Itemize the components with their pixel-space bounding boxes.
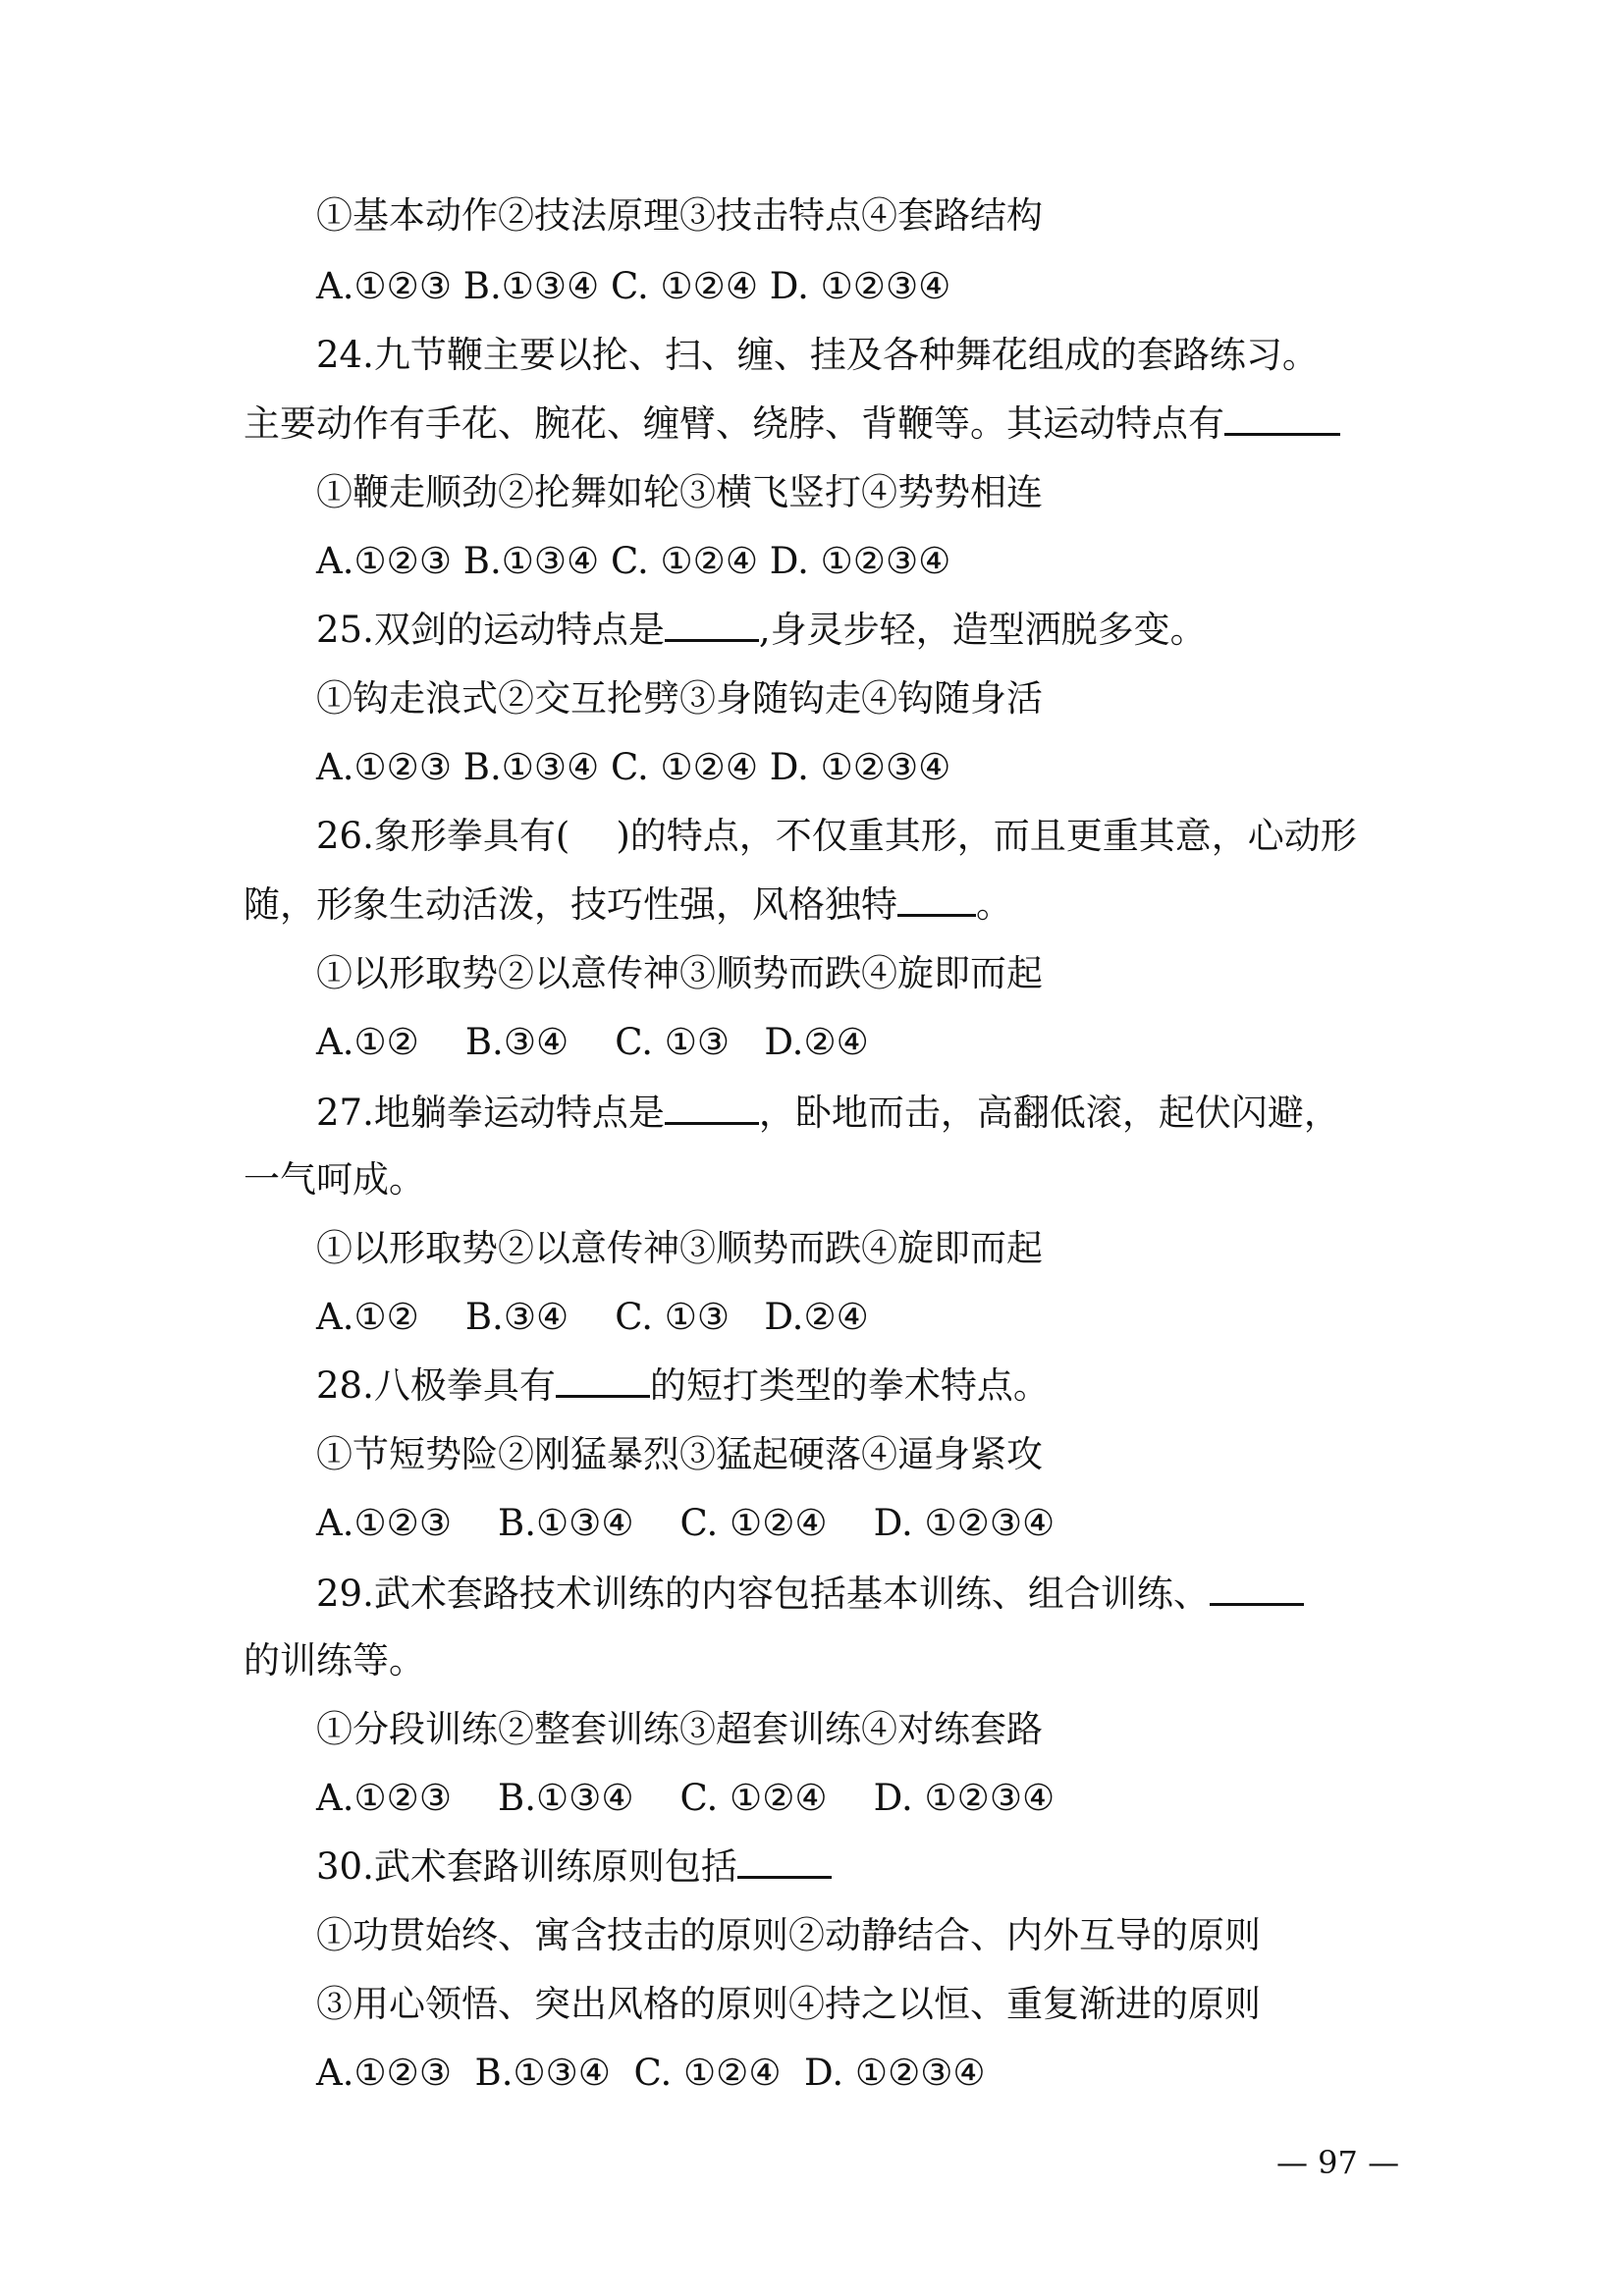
answer-blank xyxy=(1224,403,1340,436)
q27-options-text xyxy=(0,1219,1624,1278)
text-segment: 27.地躺拳运动特点是 xyxy=(316,1092,665,1134)
q24-stem-line2 xyxy=(0,395,1624,454)
text-segment: 一气呵成。 xyxy=(244,1158,425,1201)
text-segment: A.①②③ B.①③④ C. ①②④ D. ①②③④ xyxy=(316,1777,1056,1819)
text-segment: 的训练等。 xyxy=(244,1639,425,1682)
text-segment: ，卧地而击，高翻低滚，起伏闪避， xyxy=(758,1092,1340,1134)
q28-answer-choices xyxy=(0,1494,1624,1553)
answer-blank xyxy=(897,884,976,917)
text-segment: ①基本动作②技法原理③技击特点④套路结构 xyxy=(316,194,1043,237)
q29-stem-line2 xyxy=(0,1631,1624,1690)
answer-blank xyxy=(1210,1574,1304,1606)
q24-answer-choices xyxy=(0,532,1624,591)
text-segment: 26.象形拳具有( )的特点，不仅重其形，而且更重其意，心动形 xyxy=(316,815,1357,857)
text-segment: ①以形取势②以意传神③顺势而跌④旋即而起 xyxy=(316,1227,1043,1269)
q23-options-text xyxy=(0,187,1624,245)
q25-stem xyxy=(0,601,1624,660)
text-segment: ①以形取势②以意传神③顺势而跌④旋即而起 xyxy=(316,952,1043,994)
text-segment: A.①②③ B.①③④ C. ①②④ D. ①②③④ xyxy=(316,265,951,307)
q28-stem xyxy=(0,1357,1624,1415)
q24-stem-line1 xyxy=(0,326,1624,385)
text-segment: ①鞭走顺劲②抡舞如轮③横飞竖打④势势相连 xyxy=(316,471,1043,513)
answer-blank xyxy=(665,610,759,642)
q26-options-text xyxy=(0,944,1624,1003)
q25-answer-choices xyxy=(0,738,1624,797)
q30-answer-choices xyxy=(0,2044,1624,2103)
text-segment: 24.九节鞭主要以抡、扫、缠、挂及各种舞花组成的套路练习。 xyxy=(316,334,1319,376)
q25-options-text xyxy=(0,669,1624,728)
text-segment: A.①②③ B.①③④ C. ①②④ D. ①②③④ xyxy=(316,746,951,788)
q30-stem xyxy=(0,1838,1624,1896)
text-segment: 29.武术套路技术训练的内容包括基本训练、组合训练、 xyxy=(316,1573,1210,1615)
q23-answer-choices xyxy=(0,257,1624,316)
answer-blank xyxy=(737,1846,832,1879)
q26-stem-line2 xyxy=(0,876,1624,934)
text-segment: A.①②③ B.①③④ C. ①②④ D. ①②③④ xyxy=(316,2052,986,2094)
text-segment: 25.双剑的运动特点是 xyxy=(316,609,665,651)
q29-stem-line1 xyxy=(0,1565,1624,1624)
text-segment: 28.八极拳具有 xyxy=(316,1364,556,1407)
text-segment: 随，形象生动活泼，技巧性强，风格独特 xyxy=(244,883,897,926)
q29-answer-choices xyxy=(0,1769,1624,1828)
text-segment: ①分段训练②整套训练③超套训练④对练套路 xyxy=(316,1708,1043,1750)
text-segment: 的短打类型的拳术特点。 xyxy=(649,1364,1050,1407)
q27-stem-line1 xyxy=(0,1084,1624,1143)
q26-stem-line1 xyxy=(0,807,1624,866)
q27-answer-choices xyxy=(0,1288,1624,1347)
text-segment: A.①②③ B.①③④ C. ①②④ D. ①②③④ xyxy=(316,1502,1056,1544)
text-segment: A.①② B.③④ C. ①③ D.②④ xyxy=(316,1021,869,1063)
q29-options-text xyxy=(0,1700,1624,1759)
text-segment: A.①② B.③④ C. ①③ D.②④ xyxy=(316,1296,869,1338)
text-segment: ①功贯始终、寓含技击的原则②动静结合、内外互导的原则 xyxy=(316,1914,1261,1956)
q24-options-text xyxy=(0,463,1624,522)
q26-answer-choices xyxy=(0,1013,1624,1072)
text-segment: ①钩走浪式②交互抡劈③身随钩走④钩随身活 xyxy=(316,677,1043,720)
text-segment: ③用心领悟、突出风格的原则④持之以恒、重复渐进的原则 xyxy=(316,1983,1261,2025)
q30-options-line1 xyxy=(0,1906,1624,1965)
q27-stem-line2 xyxy=(0,1150,1624,1209)
q28-options-text xyxy=(0,1425,1624,1484)
text-segment: 。 xyxy=(976,883,1012,926)
text-segment: ,身灵步轻，造型洒脱多变。 xyxy=(758,609,1207,651)
q30-options-line2 xyxy=(0,1975,1624,2034)
text-segment: 主要动作有手花、腕花、缠臂、绕脖、背鞭等。其运动特点有 xyxy=(244,402,1224,445)
text-segment: A.①②③ B.①③④ C. ①②④ D. ①②③④ xyxy=(316,540,951,582)
answer-blank xyxy=(665,1093,759,1125)
text-segment: ①节短势险②刚猛暴烈③猛起硬落④逼身紧攻 xyxy=(316,1433,1043,1475)
page-number: — 97 — xyxy=(1276,2144,1400,2181)
text-segment: 30.武术套路训练原则包括 xyxy=(316,1845,737,1888)
answer-blank xyxy=(556,1365,650,1398)
